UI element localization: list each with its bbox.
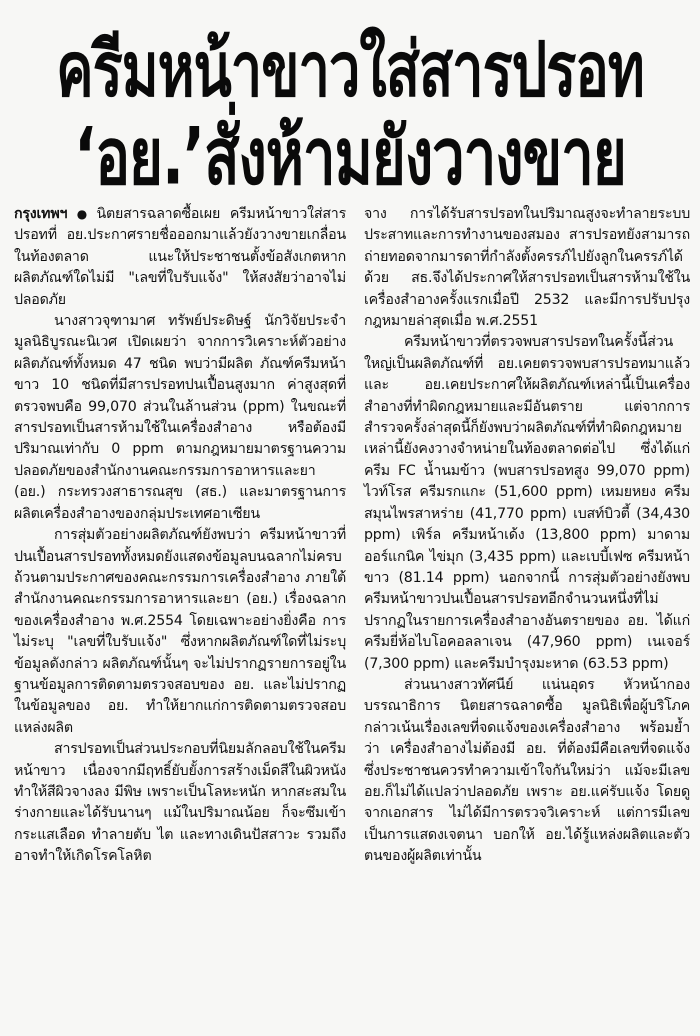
headline-line-2: ‘อย.’สั่งห้ามยังวางขาย [74, 110, 626, 203]
headline-line-1: ครีมหน้าขาวใส่สารปรอท [56, 26, 644, 115]
article-column-left [14, 204, 346, 868]
article-paragraph: การสุ่มตัวอย่างผลิตภัณฑ์ยังพบว่า ครีมหน้าขาวที่ปนเปื้อนสารปรอททั้งหมดยังแสดงข้อมูลบนฉลากไม่ครบถ้วนตามประกาศของคณะกรรมการเครื่องสำอาง ภายใต้สำนักงานคณะกรรมการอาหารและยา (อย.) เรื่องฉลากของเครื่องสำอาง พ.ศ.2554 โดยเฉพาะอย่างยิ่งคือ การไม่ระบุ "เลขที่ใบรับแจ้ง" ซึ่งหากผลิตภัณฑ์ใดที่ไม่ระบุข้อมูลดังกล่าว ผลิตภัณฑ์นั้นๆ จะไม่ปรากฏรายการอยู่ในฐานข้อมูลการติดตามตรวจสอบของ อย. และไม่ปรากฏในข้อมูลของ อย. ทำให้ยากแก่การติดตามตรวจสอบแหล่งผลิต [14, 527, 346, 736]
article-paragraph: จาง การได้รับสารปรอทในปริมาณสูงจะทำลายระบบประสาทและการทำงานของสมอง สารปรอทยังสามารถถ่ายทอดจากมารดาที่กำลังตั้งครรภ์ไปยังลูกในครรภ์ได้ด้วย สธ.จึงได้ประกาศให้สารปรอทเป็นสารห้ามใช้ในเครื่องสำอางครั้งแรกเมื่อปี 2532 และมีการปรับปรุงกฎหมายล่าสุดเมื่อ พ.ศ.2551 [364, 206, 690, 330]
paragraph-text: นิตยสารฉลาดซื้อเผย ครีมหน้าขาวใส่สารปรอทที่ อย.ประกาศรายชื่อออกมาแล้วยังวางขายเกลื่อนในท้องตลาด แนะให้ประชาชนตั้งข้อสังเกตหากผลิตภัณฑ์ใดไม่มี "เลขที่ใบรับแจ้ง" ให้สงสัยว่าอาจไม่ปลอดภัย [14, 206, 346, 308]
article-column-right [364, 204, 690, 868]
article-paragraph: ครีมหน้าขาวที่ตรวจพบสารปรอทในครั้งนี้ส่วนใหญ่เป็นผลิตภัณฑ์ที่ อย.เคยตรวจพบสารปรอทมาแล้ว และ อย.เคยประกาศให้ผลิตภัณฑ์เหล่านี้เป็นเครื่องสำอางที่ทำผิดกฎหมายและมีอันตราย แต่จากการสำรวจครั้งล่าสุดนี้ก็ยังพบว่าผลิตภัณฑ์ที่ทำผิดกฎหมายเหล่านี้ยังคงวางจำหน่ายในท้องตลาดต่อไป ซึ่งได้แก่ ครีม FC น้ำนมข้าว (พบสารปรอทสูง 99,070 ppm) ไวท์โรส ครีมรกแกะ (51,600 ppm) เหมยหยง ครีมสมุนไพรสาหร่าย (41,770 ppm) เบสท์บิวตี้ (34,430 ppm) เพิร์ล ครีมหน้าเด้ง (13,800 ppm) มาดาม ออร์แกนิค ไข่มุก (3,435 ppm) และเบบี้เฟซ ครีมหน้าขาว (81.14 ppm) นอกจากนี้ การสุ่มตัวอย่างยังพบครีมหน้าขาวปนเปื้อนสารปรอทอีกจำนวนหนึ่งที่ไม่ปรากฏในรายการเครื่องสำอางอันตรายของ อย. ได้แก่ ครีมยี่ห้อไบโอคอลลาเจน (47,960 ppm) เนเจอร์ (7,300 ppm) และครีมบำรุงมะหาด (63.53 ppm) [364, 334, 690, 672]
article-paragraph: นางสาวจุฑามาศ ทรัพย์ประดิษฐ์ นักวิจัยประจำมูลนิธิบูรณะนิเวศ เปิดเผยว่า จากการวิเคราะห์ตัวอย่างผลิตภัณฑ์ทั้งหมด 47 ชนิด พบว่ามีผลิต ภัณฑ์ครีมหน้าขาว 10 ชนิดที่มีสารปรอทปนเปื้อนสูงมาก ค่าสูงสุดที่ตรวจพบคือ 99,070 ส่วนในล้านส่วน (ppm) ในขณะที่สารปรอทเป็นสารห้ามใช้ในเครื่องสำอาง หรือต้องมีปริมาณเท่ากับ 0 ppm ตามกฎหมายมาตรฐานความปลอดภัยของสำนักงานคณะกรรมการอาหารและยา (อย.) กระทรวงสาธารณสุข (สธ.) และมาตรฐานการผลิตเครื่องสำอางของกลุ่มประเทศอาเซียน [14, 313, 346, 522]
bullet-icon: ● [71, 207, 93, 221]
article-paragraph: สารปรอทเป็นส่วนประกอบที่นิยมลักลอบใช้ในครีมหน้าขาว เนื่องจากมีฤทธิ์ยับยั้งการสร้างเม็ดสีในผิวหนัง ทำให้สีผิวจางลง มีพิษ เพราะเป็นโลหะหนัก หากสะสมในร่างกายและได้รับนานๆ แม้ในปริมาณน้อย ก็จะซึมเข้ากระแสเลือด ทำลายตับ ไต และทางเดินปัสสาวะ รวมถึงอาจทำให้เกิดโรคโลหิต [14, 741, 346, 865]
article-paragraph [14, 204, 346, 311]
dateline: กรุงเทพฯ [14, 206, 68, 222]
article-paragraph: ส่วนนางสาวทัศนีย์ แน่นอุดร หัวหน้ากองบรรณาธิการ นิตยสารฉลาดซื้อ มูลนิธิเพื่อผู้บริโภค กล่าวเน้นเรื่องเลขที่จดแจ้งของเครื่องสำอาง พร้อมย้ำว่า เครื่องสำอางไม่ต้องมี อย. ที่ต้องมีคือเลขที่จดแจ้ง ซึ่งประชาชนควรทำความเข้าใจกันใหม่ว่า แม้จะมีเลข อย.ก็ไม่ได้แปลว่าปลอดภัย เพราะ อย.แค่รับแจ้ง โดยดูจากเอกสาร ไม่ได้มีการตรวจวิเคราะห์ แต่การมีเลขเป็นการแสดงเจตนา บอกให้ อย.ได้รู้แหล่งผลิตและตัวตนของผู้ผลิตเท่านั้น [364, 676, 690, 865]
